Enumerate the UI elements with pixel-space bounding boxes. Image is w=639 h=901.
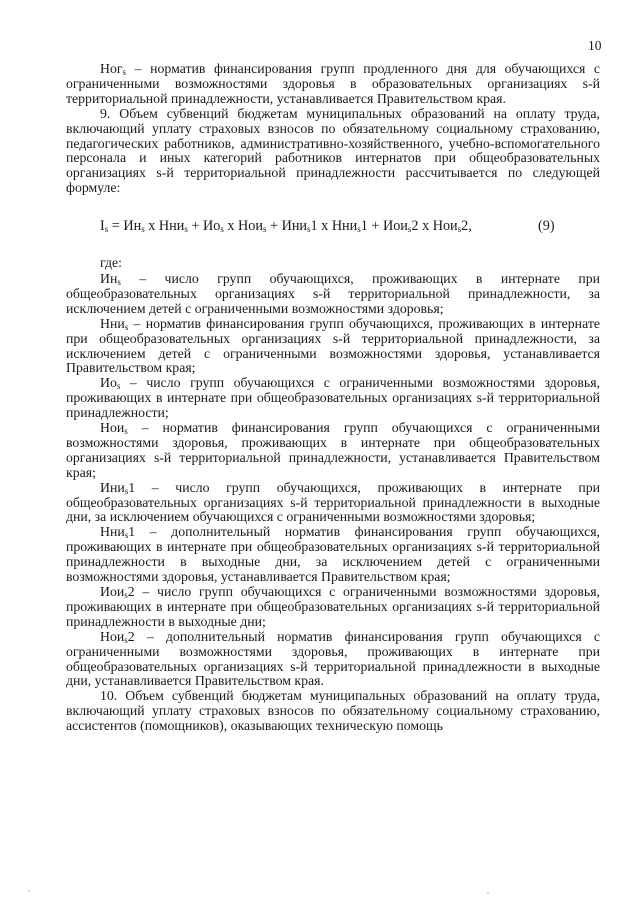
definition-text: – норматив финансирования групп обучающихся, проживающих в интернате при общеобразовательных организациях s-й территориальной принадлежности, за исключением детей с ограниченными возможностями здоровья, устанавливается Правительством края; bbox=[66, 315, 600, 376]
definition-item bbox=[66, 376, 600, 421]
symbol: Нои bbox=[100, 420, 125, 436]
symbol: Нни bbox=[100, 315, 125, 331]
symbol: Нои bbox=[100, 628, 125, 644]
symbol-subscript: s bbox=[124, 321, 129, 332]
scan-speck bbox=[487, 892, 489, 894]
formula-9: $I_s = Ин_s$ x $Нни_s + Ио_s$ x Нои$_s$ + Ини$_s$1 x Нни$_s$1 + Иои$_s$2 x Нои$_s$2, (9) bbox=[100, 218, 555, 235]
definition-item bbox=[66, 272, 600, 317]
where-label: где: bbox=[100, 255, 122, 271]
symbol-subscript: s bbox=[124, 590, 128, 600]
symbol: Нни bbox=[100, 524, 125, 540]
definition-text: – число групп обучающихся с ограниченными возможностями здоровья, проживающих в интернате при общеобразовательных организациях s-й территориальной принадлежности в выходные дни; bbox=[66, 584, 600, 629]
formula-number: (9) bbox=[538, 218, 555, 235]
symbol: Ног bbox=[100, 61, 123, 76]
definition-item bbox=[66, 421, 600, 481]
symbol-suffix: 2 bbox=[127, 628, 135, 644]
definition-text: – число групп обучающихся, проживающих в интернате при общеобразовательных организациях s-й территориальной принадлежности, за исключением детей с ограниченными возможностями здоровья; bbox=[66, 270, 600, 316]
symbol-subscript: s bbox=[122, 67, 127, 77]
page-number: 10 bbox=[588, 38, 602, 53]
definition-text: – число групп обучающихся, проживающих в интернате при общеобразовательных организациях s-й территориальной принадлежности в выходные дни, за исключением обучающихся с ограниченными возможностями здоровья; bbox=[66, 479, 600, 525]
symbol-subscript: s bbox=[124, 530, 129, 541]
definition-item bbox=[66, 481, 600, 526]
symbol-suffix: 2 bbox=[127, 584, 135, 599]
symbol-suffix: 1 bbox=[128, 524, 136, 540]
paragraph-9: 9. Объем субвенций бюджетам муниципальных образований на оплату труда, включающий уплату страховых взносов по обязательному социальному страхованию, педагогических работников, административно-хозяйственного, учебно-вспомогательного персонала и иных категорий работников интернатов при общеобразовательных организациях s-й территориальной принадлежности рассчитывается по следующей формуле: bbox=[66, 105, 600, 196]
symbol-subscript: s bbox=[124, 485, 129, 496]
definition-text: – дополнительный норматив финансирования групп обучающихся, проживающих в интернате при общеобразовательных организациях s-й территориальной принадлежности в выходные дни, за исключением детей с ограниченными возможностями здоровья, устанавливается Правительством края; bbox=[66, 524, 600, 585]
intro-paragraph bbox=[66, 62, 600, 107]
definition-text: – дополнительный норматив финансирования групп обучающихся с ограниченными возможностями здоровья, проживающих в интернате при общеобразовательных организациях s-й территориальной принадлежности в выходные дни, устанавливается Правительством края. bbox=[66, 628, 600, 689]
symbol: Ини bbox=[100, 479, 125, 495]
definition-item bbox=[66, 585, 600, 630]
definition-text: – норматив финансирования групп продленного дня для обучающихся с ограниченными возможностями здоровья в образовательных организациях s-й территориальной принадлежности, устанавливается Правительством края. bbox=[66, 61, 600, 106]
symbol-subscript: s bbox=[116, 381, 121, 392]
definition-item bbox=[66, 525, 600, 585]
definition-text: – число групп обучающихся с ограниченными возможностями здоровья, проживающих в интернате при общеобразовательных организациях s-й территориальной принадлежности; bbox=[66, 375, 600, 421]
symbol-subscript: s bbox=[117, 276, 121, 287]
symbol-subscript: s bbox=[124, 634, 128, 645]
symbol-suffix: 1 bbox=[128, 479, 136, 495]
scan-speck bbox=[28, 890, 30, 892]
symbol-subscript: s bbox=[124, 426, 128, 437]
definition-item bbox=[66, 630, 600, 690]
symbol: Ин bbox=[100, 270, 118, 286]
definition-item bbox=[66, 317, 600, 377]
document-body bbox=[66, 62, 600, 734]
paragraph-10: 10. Объем субвенций бюджетам муниципальных образований на оплату труда, включающий уплату страховых взносов по обязательному социальному страхованию, ассистентов (помощников), оказывающих техническую помощь bbox=[66, 688, 600, 734]
symbol: Иои bbox=[100, 584, 125, 599]
definition-text: – норматив финансирования групп обучающихся с ограниченными возможностями здоровья, проживающих в интернате при общеобразовательных организациях s-й территориальной принадлежности, устанавливается Правительством края; bbox=[66, 420, 600, 480]
definitions-list bbox=[66, 272, 600, 689]
symbol: Ио bbox=[100, 375, 117, 391]
